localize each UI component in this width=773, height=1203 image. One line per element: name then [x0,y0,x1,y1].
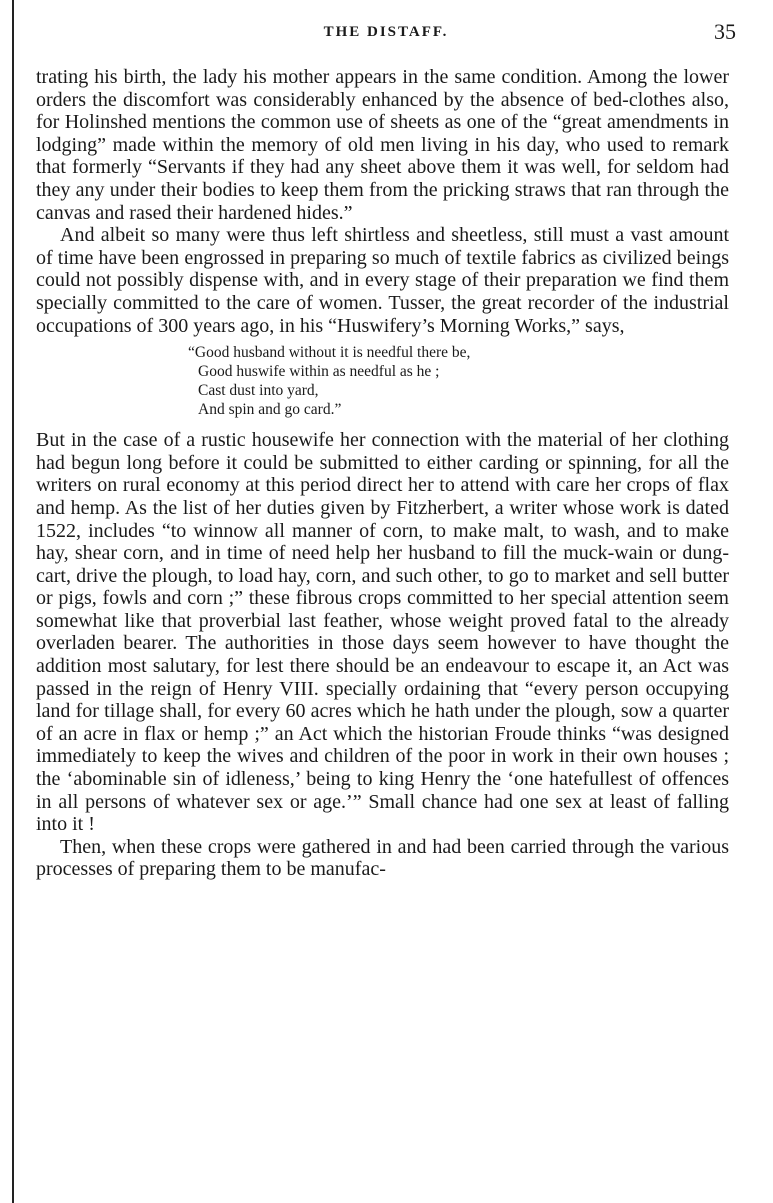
verse-line: “Good husband without it is needful there be, [188,344,471,362]
verse-line: Good huswife within as needful as he ; [198,363,440,381]
paragraph: But in the case of a rustic housewife her connection with the material of her clothing had begun long before it could be submitted to either carding or spinning, for all the writers on rural economy at this period direct her to attend with care her crops of flax and hemp. As the list of her duties given by Fitzherbert, a writer whose work is dated 1522, includes “to winnow all manner of corn, to make malt, to wash, and to make hay, shear corn, and in time of need help her husband to fill the muck-wain or dung-cart, drive the plough, to load hay, corn, and such other, to go to market and sell butter or pigs, fowls and corn ;” these fibrous crops committed to her special attention seem somewhat like that proverbial last feather, whose weight proved fatal to the already overladen bearer. The authorities in those days seem however to have thought the addition most salutary, for lest there should be an endeavour to escape it, an Act was passed in the reign of Henry VIII. specially ordaining that “every person occupying land for tillage shall, for every 60 acres which he hath under the plough, sow a quarter of an acre in flax or hemp ;” an Act which the historian Froude thinks “was designed immediately to keep the wives and children of the poor in work in their own houses ; the ‘abominable sin of idleness,’ being to king Henry the ‘one hatefullest of offences in all persons of whatever sex or age.’” Small chance had one sex at least of falling into it ! [36,429,729,836]
paragraph: trating his birth, the lady his mother appears in the same condition. Among the lower orders the discomfort was considerably enhanced by the absence of bed-clothes also, for Holinshed mentions the common use of sheets as one of the “great amendments in lodging” made within the memory of old men living in his day, who used to remark that formerly “Servants if they had any sheet above them it was well, for seldom had they any under their bodies to keep them from the pricking straws that ran through the canvas and rased their hardened hides.” [36,66,729,224]
page-number: 35 [714,19,736,44]
verse-quotation [36,343,729,419]
page-edge-rule [12,0,14,1203]
paragraph: And albeit so many were thus left shirtless and sheetless, still must a vast amount of time have been engrossed in preparing so much of textile fabrics as civilized beings could not possibly dispense with, and in every stage of their preparation we find them specially committed to the care of women. Tusser, the great recorder of the industrial occupations of 300 years ago, in his “Huswifery’s Morning Works,” says, [36,224,729,337]
verse-line: And spin and go card.” [198,401,342,419]
running-title: THE DISTAFF. [323,24,449,40]
page-header [36,19,736,48]
verse-line: Cast dust into yard, [198,382,319,400]
body-text [36,66,729,881]
paragraph: Then, when these crops were gathered in and had been carried through the various processes of preparing them to be manufac- [36,835,729,881]
